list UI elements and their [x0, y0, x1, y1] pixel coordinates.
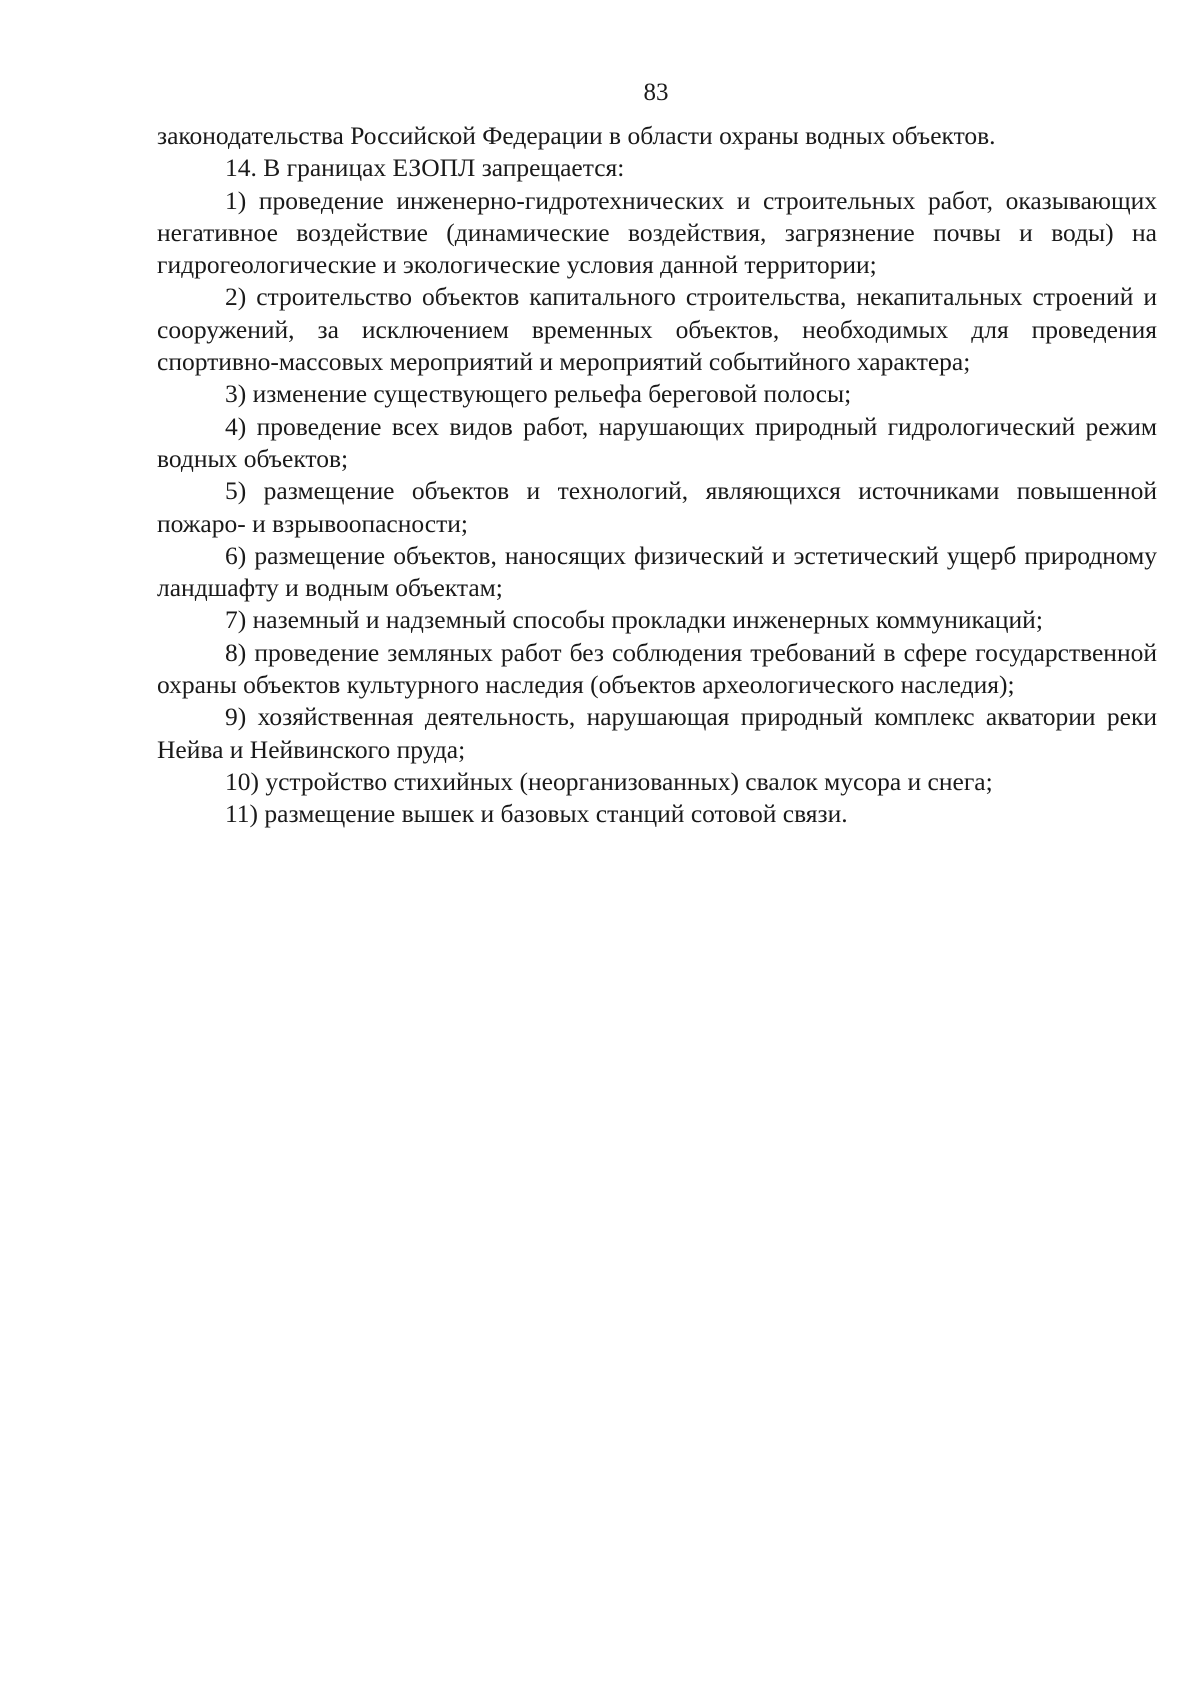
list-item-9: 9) хозяйственная деятельность, нарушающая природный комплекс акватории реки Нейва и Нейвинского пруда; [157, 702, 1157, 764]
document-body [157, 120, 1157, 831]
list-item-1: 1) проведение инженерно-гидротехнических и строительных работ, оказывающих негативное воздействие (динамические воздействия, загрязнение почвы и воды) на гидрогеологические и экологические условия данной территории; [157, 185, 1157, 280]
list-item-7: 7) наземный и надземный способы прокладки инженерных коммуникаций; [225, 605, 1043, 635]
list-item-2: 2) строительство объектов капитального строительства, некапитальных строений и сооружений, за исключением временных объектов, необходимых для проведения спортивно-массовых мероприятий и мероприятий событийного характера; [157, 282, 1157, 377]
list-item-6: 6) размещение объектов, наносящих физический и эстетический ущерб природному ландшафту и водным объектам; [157, 540, 1157, 603]
section-heading-14: 14. В границах ЕЗОПЛ запрещается: [225, 153, 625, 183]
paragraph-continuation: законодательства Российской Федерации в области охраны водных объектов. [157, 121, 996, 150]
list-item-11: 11) размещение вышек и базовых станций сотовой связи. [225, 799, 848, 829]
list-item-3: 3) изменение существующего рельефа береговой полосы; [225, 379, 852, 409]
list-item-5: 5) размещение объектов и технологий, являющихся источниками повышенной пожаро- и взрывоопасности; [157, 476, 1157, 538]
page-number: 83 [643, 79, 669, 106]
list-item-8: 8) проведение земляных работ без соблюдения требований в сфере государственной охраны объектов культурного наследия (объектов археологического наследия); [157, 637, 1157, 700]
list-item-10: 10) устройство стихийных (неорганизованных) свалок мусора и снега; [225, 766, 993, 796]
list-item-4: 4) проведение всех видов работ, нарушающих природный гидрологический режим водных объектов; [157, 411, 1157, 473]
